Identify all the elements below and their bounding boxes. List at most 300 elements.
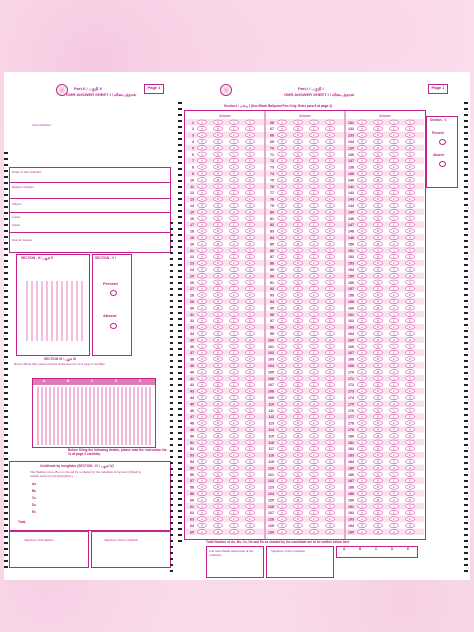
answer-option-letter: C [312,427,316,432]
answer-option-letter: A [281,517,283,522]
answer-option-letter: C [392,229,396,234]
question-number: 180 [348,434,354,439]
question-number: 65 [190,530,194,535]
answer-option-letter: D [248,152,252,157]
answer-option-letter: A [281,318,283,323]
answer-option-letter: A [201,171,203,176]
question-number: 38 [190,357,194,362]
answer-option-letter: A [281,293,283,298]
answer-option-letter: A [201,158,203,163]
answer-option-letter: A [201,491,203,496]
answer-option-letter: D [248,363,252,368]
question-number: 153 [348,261,354,266]
question-number: 174 [348,396,354,400]
answer-option-letter: B [377,382,379,387]
answer-option-letter: A [201,453,203,458]
answer-option-letter: D [408,126,412,131]
answer-option-letter: D [328,459,332,464]
answer-option-letter: C [392,478,396,483]
answer-option-letter: B [217,344,219,349]
answer-option-letter: C [232,248,236,253]
answer-option-letter: C [392,184,396,189]
answer-option-letter: B [217,299,219,304]
answer-option-letter: D [408,389,412,394]
answer-option-letter: B [377,440,379,445]
answer-option-letter: A [361,203,363,208]
answer-option-letter: C [232,216,236,221]
answer-option-letter: C [392,337,396,342]
answer-option-letter: B [217,254,219,259]
answer-option-letter: B [297,440,299,445]
question-number: 161 [348,312,354,317]
answer-option-letter: C [232,126,236,131]
answer-option-letter: A [281,139,283,144]
question-number: 189 [348,492,354,496]
answer-option-letter: C [232,421,236,426]
question-number: 107 [268,383,274,388]
answer-option-letter: C [232,133,236,138]
answer-option-letter: A [361,229,363,234]
question-number: 3 [192,133,194,138]
answer-option-letter: B [217,421,219,426]
answer-option-letter: B [297,152,299,157]
answer-option-letter: C [232,331,236,336]
question-number: 53 [190,453,194,458]
question-number: 25 [190,274,194,279]
question-number: 62 [190,511,194,516]
answer-option-letter: D [328,216,332,221]
answer-option-letter: B [297,120,299,125]
answer-option-letter: A [281,241,283,246]
answer-option-letter: B [297,472,299,477]
answer-option-letter: A [201,318,203,323]
section-4-letter-a: A [43,379,46,383]
answer-option-letter: D [248,491,252,496]
answer-option-letter: D [328,299,332,304]
answer-option-letter: A [361,171,363,176]
answer-option-letter: D [248,510,252,515]
answer-option-letter: C [392,254,396,259]
answer-option-letter: D [408,158,412,163]
answer-option-letter: C [392,209,396,214]
question-number: 92 [270,287,274,292]
question-number: 118 [268,453,274,458]
absent-label: Absent [103,313,117,318]
answer-option-letter: A [201,280,203,285]
answer-option-letter: A [281,229,283,234]
answer-option-letter: C [392,414,396,419]
answer-option-letter: C [312,235,316,240]
answer-option-letter: D [408,177,412,182]
answer-option-letter: C [312,382,316,387]
answer-option-letter: B [297,229,299,234]
answer-option-letter: D [248,389,252,394]
answer-option-letter: C [312,254,316,259]
answer-option-letter: C [232,286,236,291]
answer-option-letter: D [328,427,332,432]
answer-option-letter: A [201,145,203,150]
answer-option-letter: B [297,414,299,419]
answer-option-letter: B [377,209,379,214]
answer-option-letter: C [232,139,236,144]
right-sheet-title: OMR ANSWER SHEET I / விடைத்தாள் [284,92,355,97]
answer-option-letter: A [281,312,283,317]
answer-option-letter: D [408,305,412,310]
question-number: 87 [270,255,274,260]
answer-option-letter: B [297,497,299,502]
answer-option-letter: C [312,510,316,515]
answer-option-letter: B [297,510,299,515]
absent-bubble[interactable] [110,323,117,329]
question-number: 40 [190,370,194,375]
left-page-label: Page 1 [144,84,164,94]
question-number: 162 [348,319,354,324]
answer-option-letter: D [248,440,252,445]
answer-option-letter: C [392,171,396,176]
question-number: 173 [348,389,354,394]
answer-option-letter: C [392,510,396,515]
present-label: Present [103,281,118,286]
answer-option-letter: C [312,139,316,144]
answer-option-letter: D [328,222,332,227]
answer-option-letter: D [248,344,252,349]
answer-option-letter: B [217,293,219,298]
question-number: 56 [190,472,194,477]
answer-option-letter: C [312,133,316,138]
answer-option-letter: A [281,177,283,182]
answer-option-letter: D [328,286,332,291]
answer-option-letter: D [328,273,332,278]
answer-option-letter: B [297,248,299,253]
answer-option-letter: B [297,286,299,291]
answer-option-letter: A [201,529,203,534]
answer-option-letter: B [217,248,219,253]
answer-option-letter: B [377,510,379,515]
question-number: 51 [190,440,194,445]
answer-option-letter: B [217,158,219,163]
answer-option-letter: D [248,241,252,246]
question-number: 138 [348,165,354,170]
answer-option-letter: C [312,350,316,355]
answer-option-letter: C [312,216,316,221]
answer-option-letter: A [281,350,283,355]
answer-option-letter: B [217,216,219,221]
answer-option-letter: A [361,504,363,509]
answer-option-letter: B [217,478,219,483]
question-number: 57 [190,479,194,484]
present-bubble[interactable] [110,290,117,296]
answer-option-letter: A [361,126,363,131]
answer-option-letter: D [408,152,412,157]
answer-option-letter: B [297,165,299,170]
answer-option-letter: C [312,190,316,195]
answer-option-letter: C [312,171,316,176]
answer-option-letter: D [248,497,252,502]
answer-option-letter: C [232,235,236,240]
footer-letter-c: C [375,547,378,551]
answer-option-letter: D [248,190,252,195]
answer-option-letter: B [217,401,219,406]
answer-option-letter: B [377,389,379,394]
answer-option-letter: C [312,222,316,227]
answer-option-letter: A [361,248,363,253]
question-number: 151 [348,248,354,253]
answer-option-letter: D [248,376,252,381]
answer-option-letter: A [361,312,363,317]
right-absent-bubble[interactable] [439,161,446,167]
answer-option-letter: D [328,203,332,208]
answer-option-letter: A [361,433,363,438]
answer-option-letter: A [361,459,363,464]
answer-option-letter: B [297,446,299,451]
answer-option-letter: B [217,229,219,234]
answer-option-letter: C [392,222,396,227]
footer-text: Total Number of As, Bs, Cs, Ds and Es as shaded by the candidate are to be written below here [206,540,350,544]
question-number: 194 [348,524,354,528]
answer-option-letter: A [281,459,283,464]
answer-option-letter: D [248,280,252,285]
answer-option-letter: A [281,504,283,509]
answer-option-letter: D [408,421,412,426]
question-number: 50 [190,434,194,439]
answer-option-letter: C [312,485,316,490]
answer-option-letter: A [361,421,363,426]
answer-option-letter: D [328,241,332,246]
answer-option-letter: C [392,120,396,125]
answer-option-letter: B [297,145,299,150]
answer-option-letter: C [312,440,316,445]
answer-option-letter: C [232,485,236,490]
answer-option-letter: A [281,165,283,170]
answer-option-letter: B [377,459,379,464]
answer-option-letter: A [201,350,203,355]
answer-option-letter: A [201,369,203,374]
answer-option-letter: D [248,209,252,214]
question-number: 168 [348,357,354,362]
answer-option-letter: D [248,408,252,413]
answer-option-letter: C [392,485,396,490]
answer-option-letter: A [201,357,203,362]
answer-option-letter: D [248,216,252,221]
answer-option-letter: A [361,497,363,502]
question-number: 81 [270,216,274,221]
instruction-2: Before filling the following details, please read the instruction No. 11 at page 2 carefully. [68,448,168,456]
answer-option-letter: A [281,408,283,413]
answer-option-letter: B [377,171,379,176]
answer-option-letter: C [392,286,396,291]
answer-option-letter: C [232,497,236,502]
question-number: 5 [192,146,194,151]
question-number: 44 [190,396,194,400]
answer-option-letter: C [232,254,236,259]
answer-option-letter: D [248,299,252,304]
answer-option-letter: B [217,126,219,131]
answer-option-letter: D [328,465,332,470]
answer-option-letter: C [312,184,316,189]
answer-option-letter: A [281,190,283,195]
answer-option-letter: D [248,395,252,400]
answer-option-letter: A [201,478,203,483]
answer-option-letter: A [281,254,283,259]
answer-option-letter: A [201,197,203,202]
answer-option-letter: D [328,197,332,202]
answer-option-letter: B [297,478,299,483]
answer-option-letter: A [281,280,283,285]
question-number: 2 [192,127,194,132]
answer-option-letter: D [408,395,412,400]
answer-option-letter: D [328,369,332,374]
question-number: 148 [348,229,354,234]
answer-option-letter: B [217,459,219,464]
answer-option-letter: D [408,229,412,234]
question-number: 102 [268,351,274,356]
answer-option-letter: A [281,152,283,157]
answer-option-letter: D [408,382,412,387]
answer-option-letter: B [297,453,299,458]
answer-option-letter: D [248,357,252,362]
answer-option-letter: B [217,453,219,458]
question-number: 190 [348,498,354,503]
question-number: 195 [348,530,354,535]
answer-option-letter: C [392,241,396,246]
answer-option-letter: C [312,369,316,374]
question-number: 91 [270,280,274,285]
question-number: 68 [270,133,274,138]
question-number: 16 [190,216,194,221]
answer-option-letter: A [281,523,283,528]
signature-invigilator-label: Signature of Invigilator [24,538,54,542]
answer-option-letter: D [328,165,332,170]
answer-option-letter: B [297,261,299,266]
answer-option-letter: D [328,248,332,253]
answer-option-letter: C [232,318,236,323]
answer-option-letter: B [377,248,379,253]
answer-option-letter: B [297,171,299,176]
answer-option-letter: D [248,158,252,163]
question-number: 171 [348,376,354,381]
answer-option-letter: B [297,177,299,182]
answer-option-letter: B [297,427,299,432]
footer-letter-a: A [343,547,346,551]
answer-option-letter: A [361,158,363,163]
answer-option-letter: B [377,312,379,317]
answer-option-letter: D [408,325,412,330]
question-number: 17 [190,223,194,228]
question-number: 30 [190,306,194,311]
answer-option-letter: D [408,312,412,317]
answer-option-letter: D [248,382,252,387]
answer-option-letter: A [201,510,203,515]
answer-option-letter: A [361,299,363,304]
answer-option-letter: C [392,267,396,272]
section-3-title: SECTION III / பகுதி III [44,357,76,361]
answer-option-letter: C [312,273,316,278]
question-number: 1 [192,120,194,125]
answer-option-letter: C [232,382,236,387]
answer-option-letter: A [361,485,363,490]
answer-option-letter: A [201,184,203,189]
answer-option-letter: B [217,363,219,368]
answer-option-letter: B [297,363,299,368]
answer-option-letter: D [328,293,332,298]
answer-option-letter: B [217,139,219,144]
answer-option-letter: D [328,133,332,138]
answer-option-letter: A [361,293,363,298]
answer-option-letter: C [312,523,316,528]
answer-option-letter: C [312,395,316,400]
answer-option-letter: A [201,446,203,451]
answer-option-letter: C [312,209,316,214]
answer-option-letter: B [217,376,219,381]
answer-option-letter: A [201,165,203,170]
answer-option-letter: B [217,523,219,528]
answer-option-letter: D [328,190,332,195]
answer-option-letter: C [392,203,396,208]
right-section-5-title: Section - V [430,118,447,122]
answer-option-letter: A [361,280,363,285]
answer-option-letter: B [297,216,299,221]
answer-option-letter: B [217,465,219,470]
answer-option-letter: D [328,184,332,189]
answer-option-letter: B [377,497,379,502]
answer-option-letter: B [217,497,219,502]
answer-option-letter: C [312,517,316,522]
question-number: 93 [270,293,274,298]
answer-option-letter: C [312,491,316,496]
divider [10,182,170,183]
answer-option-letter: B [377,273,379,278]
answer-option-letter: D [328,357,332,362]
question-number: 158 [348,293,354,298]
answer-option-letter: A [281,427,283,432]
answer-option-letter: B [377,177,379,182]
question-number: 73 [270,165,274,170]
answer-option-letter: B [377,369,379,374]
answer-option-letter: A [281,222,283,227]
answer-option-letter: D [328,158,332,163]
question-number: 108 [268,389,274,394]
answer-option-letter: C [312,497,316,502]
answer-option-letter: D [408,203,412,208]
answer-option-letter: D [408,120,412,125]
answer-option-letter: B [217,382,219,387]
answer-option-letter: A [201,299,203,304]
answer-option-letter: D [408,184,412,189]
answer-option-letter: B [217,241,219,246]
answer-option-letter: A [201,133,203,138]
answer-option-letter: B [297,197,299,202]
right-present-bubble[interactable] [439,139,446,145]
answer-option-letter: C [232,120,236,125]
answer-option-letter: D [408,241,412,246]
question-number: 84 [270,236,274,240]
question-number: 147 [348,223,354,228]
answer-option-letter: B [297,517,299,522]
answer-option-letter: B [377,286,379,291]
answer-option-letter: C [392,190,396,195]
section-4-letter-d: D [115,379,118,383]
answer-option-letter: B [217,433,219,438]
answer-option-letter: A [201,261,203,266]
answer-option-letter: C [232,389,236,394]
answer-option-letter: C [392,504,396,509]
answer-option-letter: C [392,376,396,381]
answer-option-letter: D [328,337,332,342]
answer-option-letter: D [248,504,252,509]
answer-option-letter: C [312,465,316,470]
answer-option-letter: D [328,395,332,400]
question-number: 115 [268,434,274,439]
